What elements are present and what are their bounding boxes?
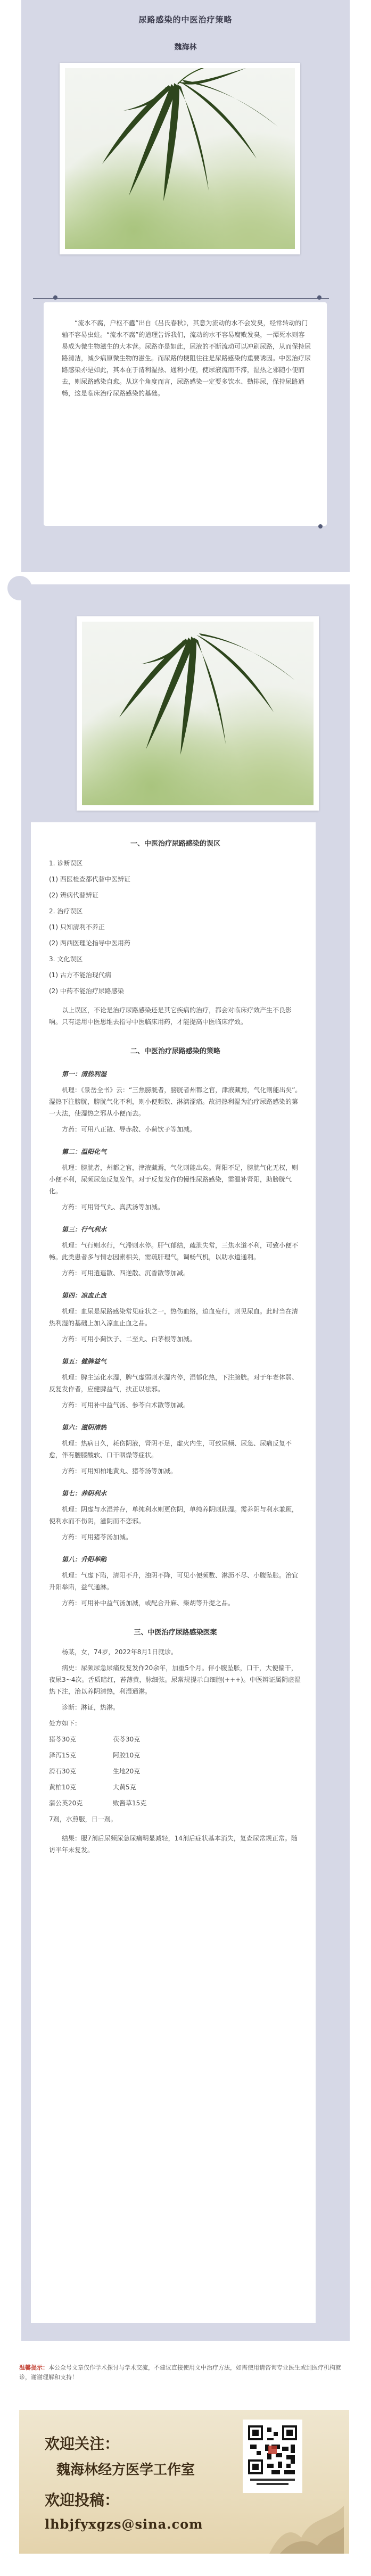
strategy-formula: 方药：可用补中益气汤、参苓白术散等加减。	[62, 1401, 190, 1409]
strategy-title: 第三：行气利水	[62, 1226, 107, 1233]
list-item: (1) 只知清利不养正	[49, 923, 105, 931]
list-item: (2) 辨病代替辨证	[49, 891, 98, 899]
strategy-title: 第七：养阴利水	[62, 1490, 107, 1497]
strategy-mechanism: 机理：《景岳全书》云：“三焦膀胱者，膀胱者州都之官，津液藏焉，气化则能出矣”。湿热下注膀胱，膀胱气化不利，则小便频数、淋漓涩痛。故清热利湿为治疗尿路感染的第一大法，使湿热之邪从小便而去。	[49, 1086, 302, 1117]
strategy-formula: 方药：可用猪苓汤加减。	[62, 1533, 133, 1541]
herb-item: 蒲公英20克	[49, 1799, 83, 1807]
herb-item: 败酱草15克	[113, 1799, 147, 1807]
herb-item: 大黄5克	[113, 1784, 136, 1791]
case-dosage: 7剂，水煎服，日一剂。	[49, 1815, 117, 1823]
herb-item: 茯苓30克	[113, 1736, 141, 1743]
list-item: (1) 西医检查都代替中医辨证	[49, 876, 130, 883]
herb-item: 阿胶10克	[113, 1752, 141, 1759]
herb-item: 滑石30克	[49, 1768, 77, 1775]
strategy-formula: 方药：可用小蓟饮子、二至丸、白茅根等加减。	[62, 1335, 196, 1343]
decor-dot	[318, 524, 323, 529]
prescription-row	[49, 1781, 302, 1793]
notice-label: 温馨提示：	[19, 2364, 48, 2371]
prescription-row	[49, 1749, 302, 1761]
strategy-formula: 方药：可用八正散、导赤散、小蓟饮子等加减。	[62, 1126, 196, 1133]
strategy-mechanism: 机理：气行则水行，气滞则水停。肝气郁结，疏泄失常，三焦水道不利，可致小便不畅。此类患者多与情志因素相关，需疏肝理气，调畅气机，以助水道通利。	[49, 1242, 299, 1261]
case-result: 结果：服7剂后尿频尿急尿痛明显减轻，14剂后症状基本消失，复查尿常规正常。随访半年未复发。	[49, 1835, 298, 1854]
strategy-mechanism: 机理：膀胱者，州都之官，津液藏焉，气化则能出矣。肾阳不足，膀胱气化无权，则小便不利，尿频尿急反复发作。对于反复发作的慢性尿路感染，需温补肾阳，助膀胱气化。	[49, 1164, 299, 1195]
intro-paragraph: “流水不腐，户枢不蠹”出自《吕氏春秋》，其意为流动的水不会发臭，经常转动的门轴不容易虫蛀。“流水不腐”的道理告诉我们，流动的水不容易腐败发臭，一潭死水则容易成为微生物滋生的大本营。尿路亦是如此，尿液的不断流动可以冲刷尿路，从而保持尿路清洁，减少病原微生物的滋生。而尿路的梗阻往往是尿路感染的重要诱因。中医治疗尿路感染亦是如此，其本在于清利湿热、通利小便，使尿液流而不滞，湿热之邪随小便而去，则尿路感染自愈。从这个角度而言，尿路感染一定要多饮水、勤排尿，保持尿路通畅，这是临床治疗尿路感染的基础。	[62, 319, 311, 397]
strategy-formula: 方药：可用逍遥散、四逆散、沉香散等加减。	[62, 1269, 190, 1277]
strategy-formula: 方药：可用肾气丸、真武汤等加减。	[62, 1203, 164, 1211]
case-treatment: 处方如下：	[49, 1720, 81, 1727]
banner-submit-label: 欢迎投稿：	[45, 2491, 120, 2509]
qr-code[interactable]	[243, 2420, 302, 2493]
strategy-mechanism: 机理：脾主运化水湿，脾气虚弱则水湿内停，湿郁化热，下注膀胱。对于年老体弱、反复发作者，应健脾益气，扶正以祛邪。	[49, 1374, 299, 1393]
qr-code-icon	[246, 2423, 299, 2490]
strategy-mechanism: 机理：热病日久，耗伤阴液，肾阴不足，虚火内生，可致尿频、尿急、尿痛反复不愈，伴有腰膝酸软、口干咽燥等症状。	[49, 1440, 292, 1459]
article-body	[31, 822, 316, 2323]
bamboo-leaf-image	[82, 622, 314, 805]
strategy-title: 第八：升阳举陷	[62, 1556, 107, 1563]
strategy-formula: 方药：可用知柏地黄丸、猪苓汤等加减。	[62, 1467, 177, 1475]
section-heading: 一、中医治疗尿路感染的误区	[130, 840, 220, 848]
list-item: (2) 两西医理论指导中医用药	[49, 939, 130, 947]
banner-email[interactable]: lhbjfyxgzs@sina.com	[45, 2516, 203, 2532]
herb-item: 黄柏10克	[49, 1784, 77, 1791]
intro-text-box	[44, 302, 327, 526]
strategy-title: 第六：滋阴清热	[62, 1424, 107, 1431]
bamboo-photo-frame	[77, 616, 319, 811]
section-heading: 二、中医治疗尿路感染的策略	[130, 1047, 220, 1055]
ink-landscape-decor	[269, 2495, 344, 2554]
bamboo-photo-frame	[60, 63, 300, 254]
case-detail: 病史：尿频尿急尿痛反复发作20余年，加重5个月。伴小腹坠胀，口干，大便偏干，夜尿3~4次。舌质暗红，苔薄黄，脉细弦。尿常规提示白细胞(+++)。中医辨证属阴虚湿热下注，治以养阴清热，利湿通淋。	[49, 1664, 301, 1695]
article-title: 尿路感染的中医治疗策略	[138, 15, 233, 24]
strategy-mechanism: 机理：气虚下陷，清阳不升，浊阴不降，可见小便频数、淋沥不尽、小腹坠胀。治宜升阳举陷，益气通淋。	[49, 1572, 299, 1591]
herb-item: 生地20克	[113, 1768, 141, 1775]
section-summary: 以上误区，不论是治疗尿路感染还是其它疾病的治疗，都会对临床疗效产生不良影响。只有运用中医思维去指导中医临床用药，才能提高中医临床疗效。	[49, 1006, 292, 1026]
strategy-mechanism: 机理：阴虚与水湿并存，单纯利水则更伤阴，单纯养阴则助湿。需养阴与利水兼顾，使利水而不伤阴，滋阴而不恋邪。	[49, 1506, 299, 1525]
list-item: 3. 文化误区	[49, 955, 83, 963]
section-heading: 三、中医治疗尿路感染医案	[134, 1629, 217, 1637]
strategy-formula: 方药：可用补中益气汤加减，或配合升麻、柴胡等升提之品。	[62, 1599, 235, 1607]
list-item: 1. 诊断误区	[49, 860, 83, 867]
case-intro: 杨某，女，74岁，2022年8月1日就诊。	[62, 1648, 178, 1656]
article-author: 魏海林	[174, 43, 197, 52]
strategy-title: 第一：清热利湿	[62, 1070, 107, 1078]
herb-item: 猪苓30克	[49, 1736, 77, 1743]
case-diagnosis: 诊断：淋证，热淋。	[62, 1704, 120, 1711]
follow-banner	[19, 2410, 349, 2554]
strategy-title: 第四：凉血止血	[62, 1292, 107, 1299]
prescription-table	[49, 1733, 302, 1809]
disclaimer-notice	[19, 2363, 349, 2382]
prescription-row	[49, 1765, 302, 1777]
decor-dot	[317, 295, 321, 300]
prescription-row	[49, 1733, 302, 1745]
list-item: 2. 治疗误区	[49, 907, 83, 915]
notice-text: 本公众号文章仅作学术探讨与学术交流，不建议直接使用文中治疗方法，如需使用请咨询专业医生或到医疗机构就诊，谢谢理解和支持！	[19, 2364, 341, 2381]
prescription-row	[49, 1797, 302, 1809]
herb-item: 泽泻15克	[49, 1752, 77, 1759]
strategy-title: 第二：温阳化气	[62, 1148, 107, 1155]
list-item: (2) 中药不能治疗尿路感染	[49, 987, 124, 995]
decor-dot	[53, 295, 57, 300]
banner-studio-name: 魏海林经方医学工作室	[56, 2462, 195, 2478]
strategy-title: 第五：健脾益气	[62, 1358, 107, 1365]
bamboo-leaf-image	[65, 68, 295, 249]
banner-follow-label: 欢迎关注：	[45, 2435, 120, 2453]
strategy-mechanism: 机理：血尿是尿路感染常见症状之一，热伤血络，迫血妄行，则见尿血。此时当在清热利湿的基础上加入凉血止血之品。	[49, 1308, 299, 1327]
list-item: (1) 古方不能治现代病	[49, 971, 111, 979]
